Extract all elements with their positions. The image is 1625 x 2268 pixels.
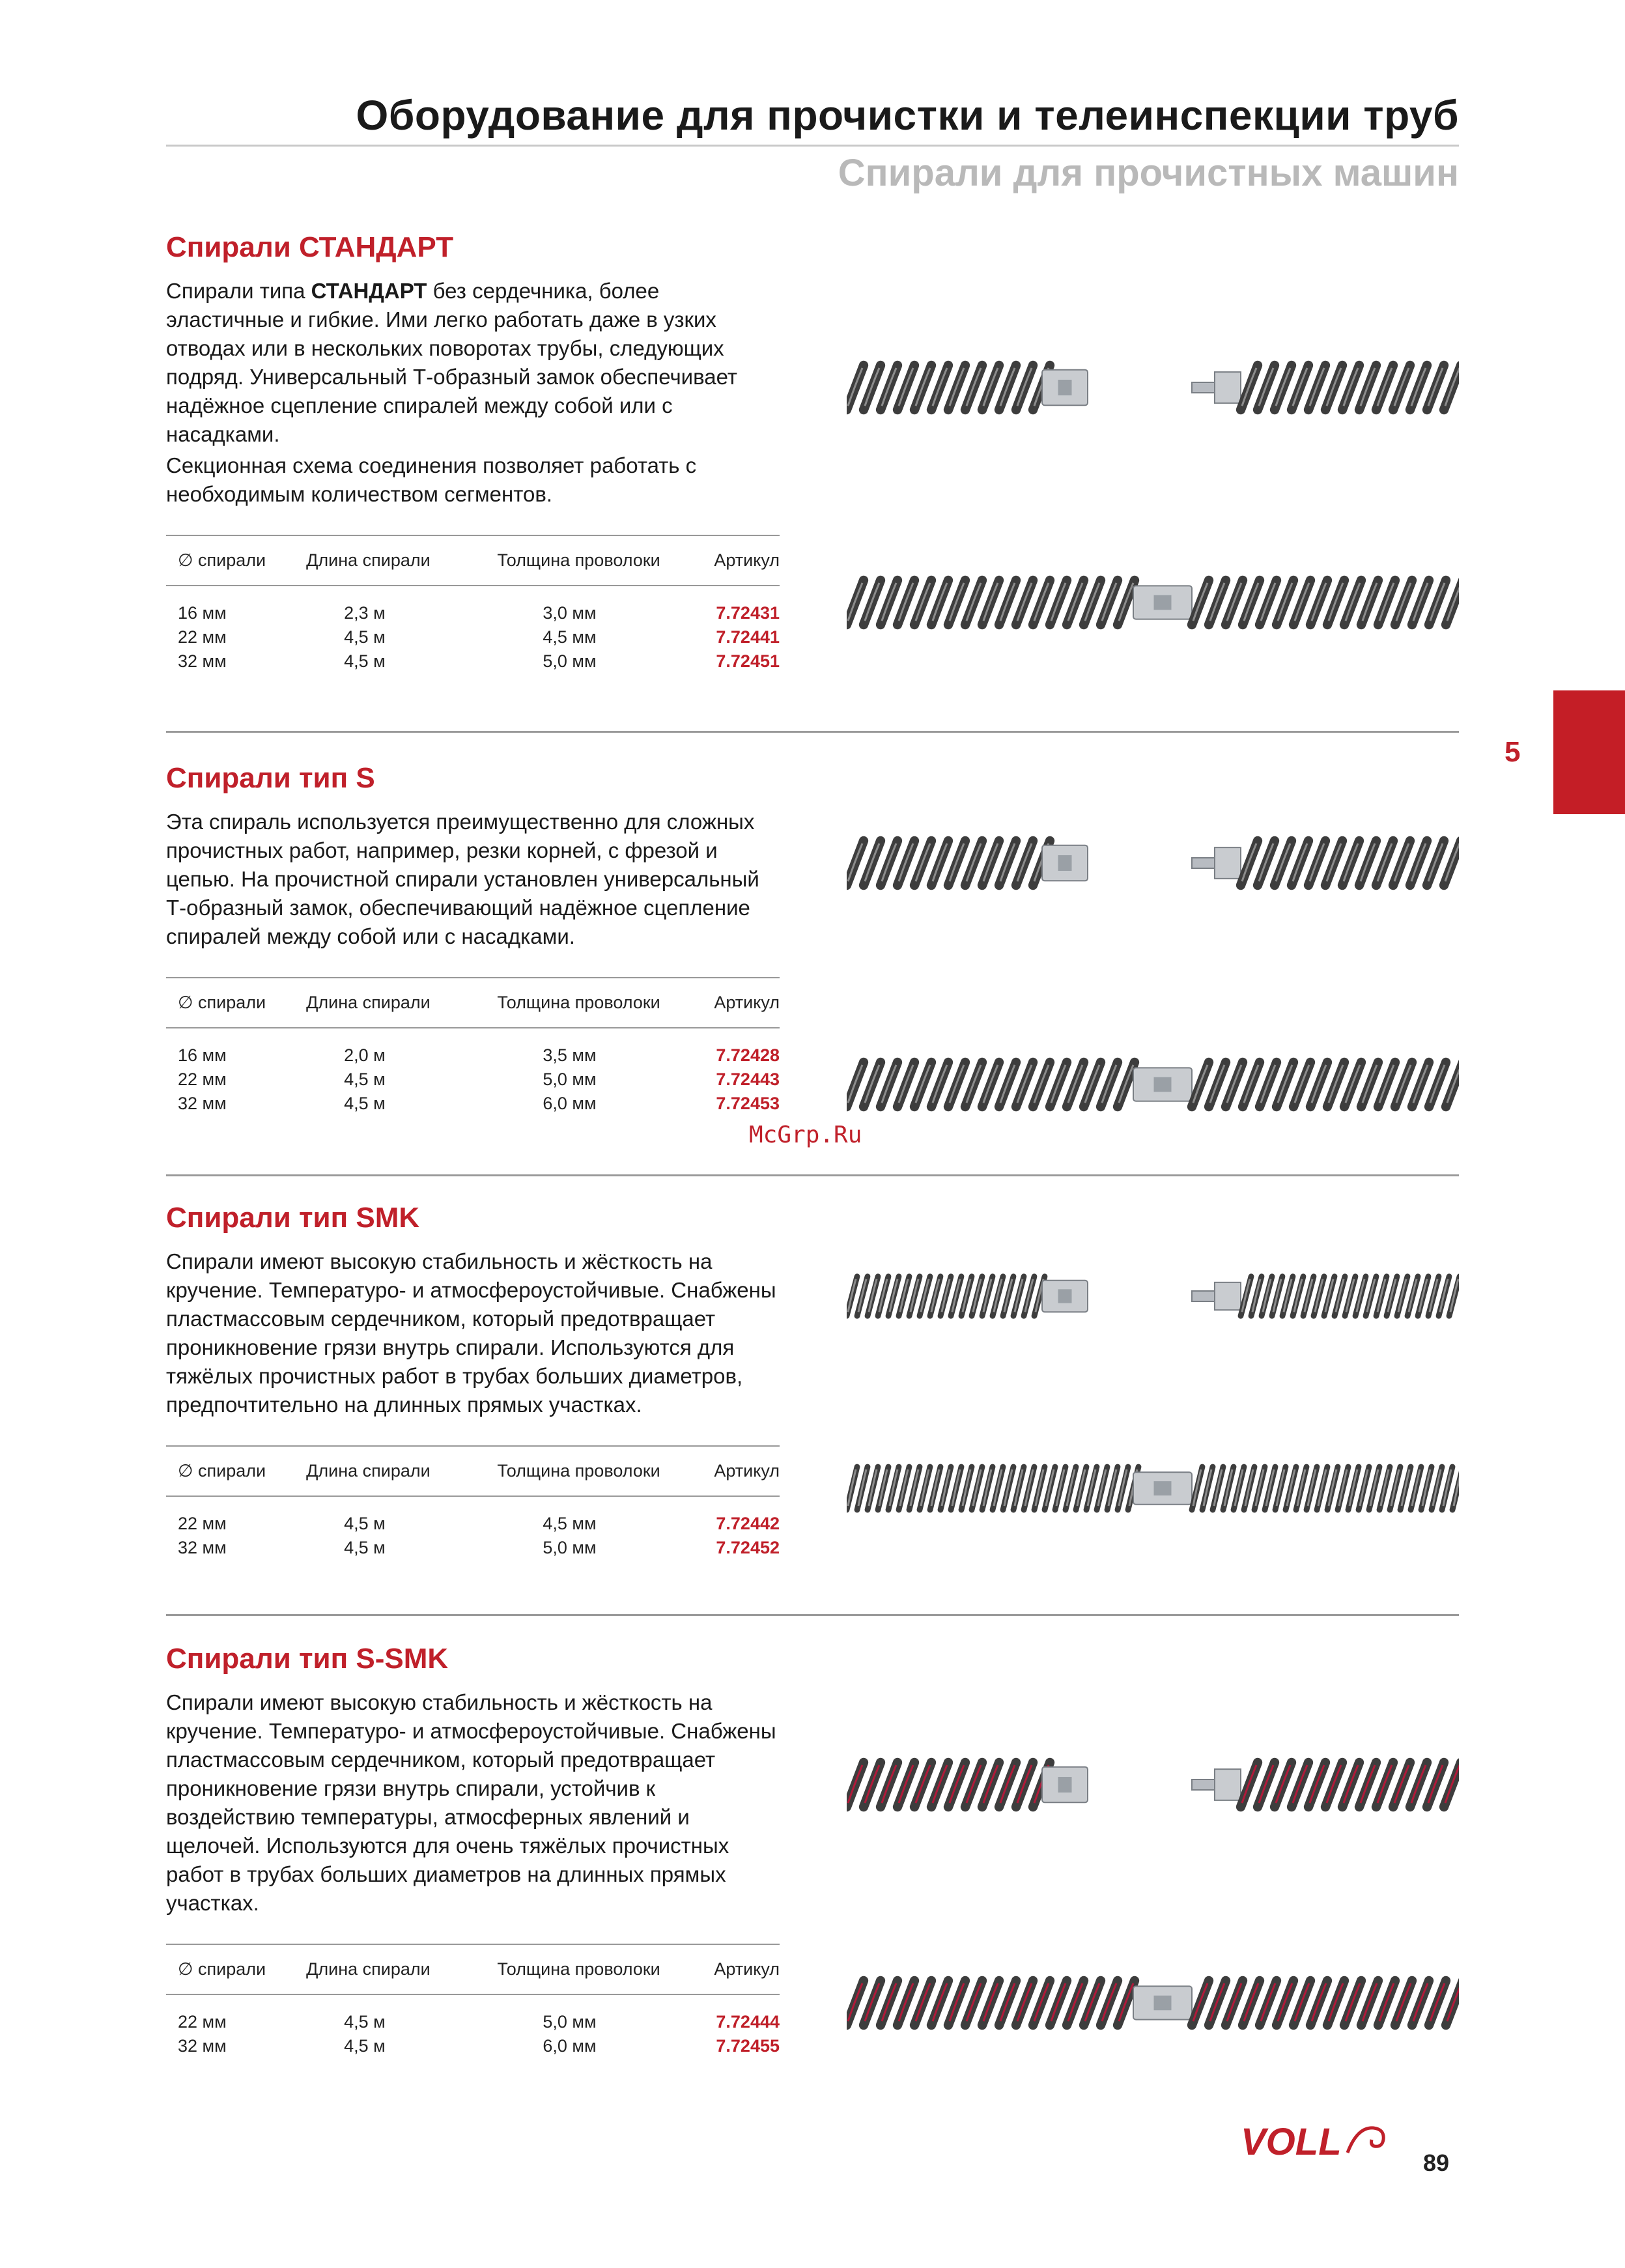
section-divider xyxy=(166,1174,1459,1176)
desc-text: Спирали имеют высокую стабильность и жёсткость на кручение. Температуро- и атмосфероустойчивые. Снабжены пластмассовым сердечником, который предотвращает проникновение грязи внутрь спирали, устойчив к воздействию температуры, атмосферных явлений и щелочей. Используются для очень тяжёлых прочистных работ в трубах больших диаметров на длинных прямых участках. xyxy=(166,1690,776,1915)
cell-wire: 5,0 мм xyxy=(543,2012,597,2032)
cell-length: 2,0 м xyxy=(344,1045,386,1065)
cell-wire: 4,5 мм xyxy=(543,1514,597,1533)
spec-table xyxy=(166,977,780,1116)
col-diameter: ∅ спирали xyxy=(166,1944,298,1994)
coil-image-s-smk-ends xyxy=(847,1749,1459,1821)
cell-wire: 5,0 мм xyxy=(543,1070,597,1089)
cell-wire: 6,0 мм xyxy=(543,1094,597,1113)
title-divider xyxy=(166,145,1459,147)
cell-article: 7.72442 xyxy=(716,1514,780,1533)
desc-text: Спирали имеют высокую стабильность и жёсткость на кручение. Температуро- и атмосфероустойчивые. Снабжены пластмассовым сердечником, который предотвращает проникновение грязи внутрь спирали. Используются для тяжёлых прочистных работ в трубах больших диаметров, предпочтительно на длинных прямых участках. xyxy=(166,1249,776,1417)
cell-length: 4,5 м xyxy=(344,627,386,647)
desc-bold: СТАНДАРТ xyxy=(311,279,427,303)
section-title: Спирали СТАНДАРТ xyxy=(166,231,454,263)
table-row xyxy=(166,2034,780,2058)
table-row xyxy=(166,1028,780,1068)
spec-table xyxy=(166,535,780,673)
cell-length: 4,5 м xyxy=(344,1538,386,1557)
cell-diameter: 16 мм xyxy=(178,603,227,623)
cell-wire: 5,0 мм xyxy=(543,651,597,671)
coil-image-standard-ends xyxy=(847,352,1459,423)
cell-diameter: 22 мм xyxy=(178,1070,227,1089)
cell-article: 7.72444 xyxy=(716,2012,780,2032)
chapter-tab xyxy=(1553,690,1625,814)
col-wire: Толщина проволоки xyxy=(497,978,714,1028)
cell-diameter: 22 мм xyxy=(178,2012,227,2032)
spec-table xyxy=(166,1944,780,2058)
cell-article: 7.72455 xyxy=(716,2036,780,2056)
cell-diameter: 22 мм xyxy=(178,1514,227,1533)
cell-diameter: 32 мм xyxy=(178,1094,227,1113)
col-length: Длина спирали xyxy=(298,1944,497,1994)
col-wire: Толщина проволоки xyxy=(497,1944,714,1994)
cell-article: 7.72431 xyxy=(716,603,780,623)
table-row xyxy=(166,1994,780,2034)
desc-text: без сердечника, более эластичные и гибкие. Ими легко работать даже в узких отводах или в нескольких поворотах трубы, следующих подряд. Универсальный Т-образный замок обеспечивает надёжное сцепление спиралей между собой или с насадками. xyxy=(166,279,737,446)
spec-table xyxy=(166,1445,780,1560)
section-title: Спирали тип S-SMK xyxy=(166,1643,449,1675)
col-wire: Толщина проволоки xyxy=(497,535,714,586)
cell-length: 2,3 м xyxy=(344,603,386,623)
cell-article: 7.72428 xyxy=(716,1045,780,1065)
col-diameter: ∅ спирали xyxy=(166,1446,298,1496)
table-row xyxy=(166,1536,780,1560)
coil-image-smk-ends xyxy=(847,1260,1459,1332)
table-row xyxy=(166,1068,780,1092)
cell-article: 7.72451 xyxy=(716,651,780,671)
table-row xyxy=(166,1092,780,1116)
cell-diameter: 22 мм xyxy=(178,627,227,647)
coil-image-s-joined xyxy=(847,1049,1459,1120)
col-article: Артикул xyxy=(714,535,780,586)
table-row xyxy=(166,586,780,625)
cell-length: 4,5 м xyxy=(344,1070,386,1089)
cell-length: 4,5 м xyxy=(344,651,386,671)
cell-article: 7.72453 xyxy=(716,1094,780,1113)
section-divider xyxy=(166,731,1459,733)
table-row xyxy=(166,649,780,673)
chapter-number: 5 xyxy=(1505,736,1521,768)
coil-image-smk-joined xyxy=(847,1449,1459,1527)
col-length: Длина спирали xyxy=(298,978,497,1028)
page-title: Оборудование для прочистки и телеинспекции труб xyxy=(356,92,1459,139)
desc-text: Секционная схема соединения позволяет работать с необходимым количеством сегментов. xyxy=(166,453,697,506)
col-article: Артикул xyxy=(714,1446,780,1496)
page-number: 89 xyxy=(1423,2149,1450,2176)
cell-article: 7.72443 xyxy=(716,1070,780,1089)
cell-diameter: 32 мм xyxy=(178,1538,227,1557)
ram-icon xyxy=(1344,2120,1390,2159)
cell-wire: 3,0 мм xyxy=(543,603,597,623)
cell-diameter: 32 мм xyxy=(178,2036,227,2056)
cell-wire: 5,0 мм xyxy=(543,1538,597,1557)
logo-text: VOLL xyxy=(1241,2121,1342,2163)
section-divider xyxy=(166,1614,1459,1616)
cell-length: 4,5 м xyxy=(344,2036,386,2056)
desc-text: Спирали типа xyxy=(166,279,311,303)
watermark: McGrp.Ru xyxy=(749,1122,862,1148)
col-length: Длина спирали xyxy=(298,1446,497,1496)
section-description xyxy=(166,1247,778,1419)
cell-article: 7.72441 xyxy=(716,627,780,647)
col-diameter: ∅ спирали xyxy=(166,978,298,1028)
table-row xyxy=(166,625,780,649)
col-wire: Толщина проволоки xyxy=(497,1446,714,1496)
section-description xyxy=(166,808,778,951)
cell-length: 4,5 м xyxy=(344,1094,386,1113)
table-row xyxy=(166,1496,780,1536)
coil-image-s-smk-joined xyxy=(847,1967,1459,2039)
cell-diameter: 16 мм xyxy=(178,1045,227,1065)
section-description xyxy=(166,1688,778,1918)
page-subtitle: Спирали для прочистных машин xyxy=(838,152,1459,194)
cell-wire: 6,0 мм xyxy=(543,2036,597,2056)
cell-wire: 4,5 мм xyxy=(543,627,597,647)
section-title: Спирали тип S xyxy=(166,762,375,794)
col-article: Артикул xyxy=(714,1944,780,1994)
cell-article: 7.72452 xyxy=(716,1538,780,1557)
col-length: Длина спирали xyxy=(298,535,497,586)
cell-wire: 3,5 мм xyxy=(543,1045,597,1065)
desc-text: Эта спираль используется преимущественно для сложных прочистных работ, например, резки корней, с фрезой и цепью. На прочистной спирали установлен универсальный Т-образный замок, обеспечивающий надёжное сцепление спиралей между собой или с насадками. xyxy=(166,810,759,948)
col-diameter: ∅ спирали xyxy=(166,535,298,586)
cell-length: 4,5 м xyxy=(344,2012,386,2032)
coil-image-s-ends xyxy=(847,827,1459,899)
voll-logo xyxy=(1241,2120,1390,2164)
col-article: Артикул xyxy=(714,978,780,1028)
cell-diameter: 32 мм xyxy=(178,651,227,671)
coil-image-standard-joined xyxy=(847,567,1459,638)
section-title: Спирали тип SMK xyxy=(166,1202,420,1234)
cell-length: 4,5 м xyxy=(344,1514,386,1533)
section-description xyxy=(166,277,778,509)
